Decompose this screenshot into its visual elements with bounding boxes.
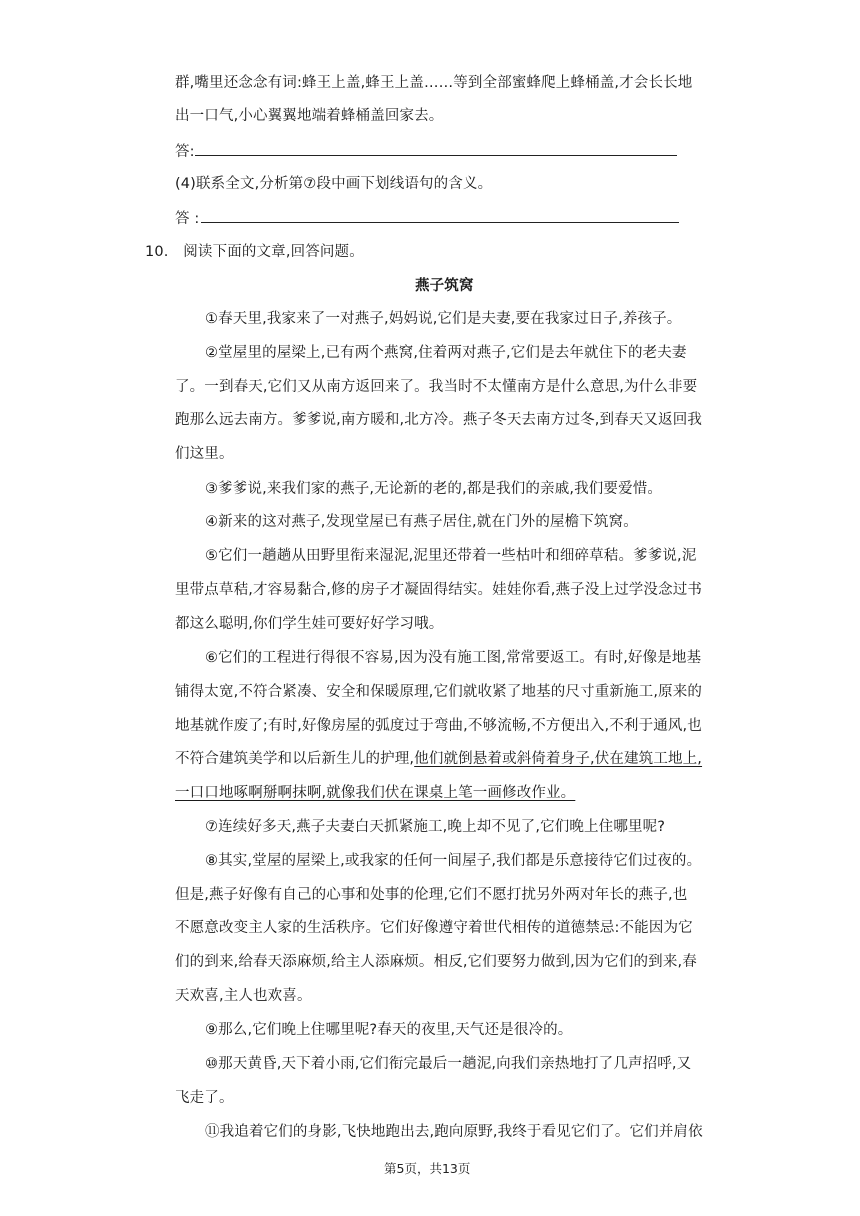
paragraph-2-line: ②堂屋里的屋梁上,已有两个燕窝,住着两对燕子,它们是去年就住下的老夫妻 — [205, 345, 687, 361]
paragraph-3: ③爹爹说,来我们家的燕子,无论新的老的,都是我们的亲戚,我们要爱惜。 — [205, 481, 663, 497]
paragraph-6-line: 地基就作废了;有时,好像房屋的弧度过于弯曲,不够流畅,不方便出入,不利于通风,也 — [175, 718, 702, 734]
paragraph-5-line: ⑤它们一趟趟从田野里衔来湿泥,泥里还带着一些枯叶和细碎草秸。爹爹说,泥 — [205, 548, 697, 564]
question-10 — [145, 242, 364, 262]
paragraph-5-line: 里带点草秸,才容易黏合,修的房子才凝固得结实。娃娃你看,燕子没上过学没念过书 — [175, 582, 703, 598]
paragraph-9: ⑨那么,它们晚上住哪里呢?春天的夜里,天气还是很冷的。 — [205, 1022, 573, 1038]
paragraph-6-line: ⑥它们的工程进行得很不容易,因为没有施工图,常常要返工。有时,好像是地基 — [205, 650, 702, 666]
paragraph-6-line — [175, 783, 575, 803]
paragraph-2-line: 了。一到春天,它们又从南方返回来了。我当时不太懂南方是什么意思,为什么非要 — [175, 379, 698, 395]
paragraph-11-line: ⑪我追着它们的身影,飞快地跑出去,跑向原野,我终于看见它们了。它们并肩依 — [205, 1124, 703, 1140]
question-number: 10. — [145, 244, 169, 260]
paragraph-5-line: 都这么聪明,你们学生娃可要好好学习哦。 — [175, 616, 444, 632]
paragraph-8-line: 们的到来,给春天添麻烦,给主人添麻烦。相反,它们要努力做到,因为它们的到来,春 — [175, 954, 697, 970]
paragraph-7: ⑦连续好多天,燕子夫妻白天抓紧施工,晚上却不见了,它们晚上住哪里呢? — [205, 819, 666, 835]
page-footer: 第5页，共13页 — [384, 1161, 471, 1176]
answer-line — [175, 141, 677, 162]
question-4: (4)联系全文,分析第⑦段中画下划线语句的含义。 — [175, 176, 493, 192]
paragraph-8-line: 天欢喜,主人也欢喜。 — [175, 988, 312, 1004]
paragraph-4: ④新来的这对燕子,发现堂屋已有燕子居住,就在门外的屋檐下筑窝。 — [205, 514, 638, 530]
paragraph-8-line: 不愿意改变主人家的生活秩序。它们好像遵守着世代相传的道德禁忌:不能因为它 — [175, 920, 693, 936]
paragraph-8-line: ⑧其实,堂屋的屋梁上,或我家的任何一间屋子,我们都是乐意接待它们过夜的。 — [205, 853, 702, 869]
plain-text: 不符合建筑美学和以后新生儿的护理, — [175, 751, 415, 767]
paragraph-2-line: 们这里。 — [175, 446, 234, 462]
prev-text-line: 群,嘴里还念念有词:蜂王上盖,蜂王上盖……等到全部蜜蜂爬上蜂桶盖,才会长长地 — [175, 75, 693, 91]
article-title: 燕子筑窝 — [415, 278, 474, 294]
paragraph-10-line: 飞走了。 — [175, 1090, 234, 1106]
paragraph-8-line: 但是,燕子好像有自己的心事和处事的伦理,它们不愿打扰另外两对年长的燕子,也 — [175, 887, 688, 903]
paragraph-10-line: ⑩那天黄昏,天下着小雨,它们衔完最后一趟泥,向我们亲热地打了几声招呼,又 — [205, 1056, 692, 1072]
paragraph-1: ①春天里,我家来了一对燕子,妈妈说,它们是夫妻,要在我家过日子,养孩子。 — [205, 311, 682, 327]
paragraph-2-line: 跑那么远去南方。爹爹说,南方暖和,北方冷。燕子冬天去南方过冬,到春天又返回我 — [175, 412, 703, 428]
paragraph-6-line: 铺得太宽,不符合紧凑、安全和保暖原理,它们就收紧了地基的尺寸重新施工,原来的 — [175, 684, 703, 700]
answer-label: 答: — [175, 144, 195, 160]
underlined-sentence: 一口口地啄啊掰啊抹啊,就像我们伏在课桌上笔一画修改作业。 — [175, 785, 576, 801]
underlined-sentence: 他们就倒悬着或斜倚着身子,伏在建筑工地上, — [414, 751, 703, 767]
question-text: 阅读下面的文章,回答问题。 — [183, 244, 364, 260]
prev-text-line: 出一口气,小心翼翼地端着蜂桶盖回家去。 — [175, 108, 444, 124]
answer-blank — [201, 208, 679, 223]
paragraph-6-line — [175, 749, 702, 769]
answer-label: 答 : — [175, 211, 200, 227]
answer-line — [175, 208, 679, 229]
answer-blank — [195, 141, 677, 156]
